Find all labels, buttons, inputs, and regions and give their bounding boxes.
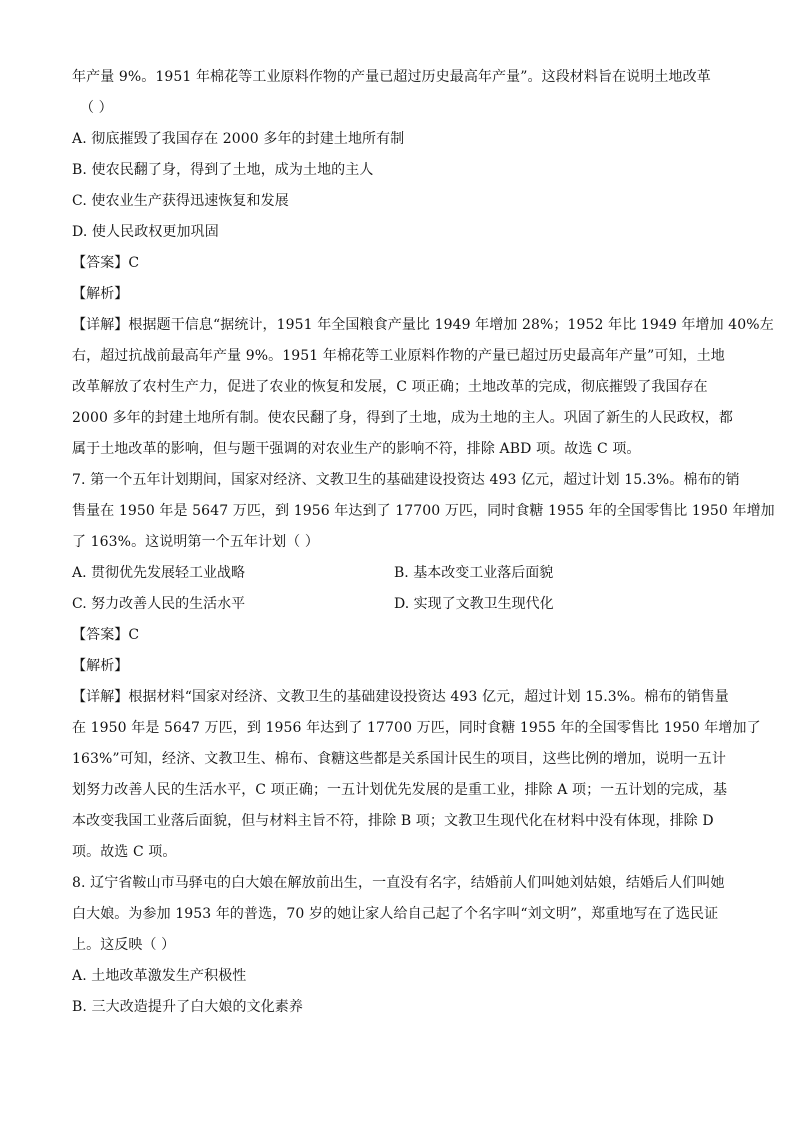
- q6-analysis-line-2: 右，超过抗战前最高年产量 9%。1951 年棉花等工业原料作物的产量已超过历史最高年产量”可知，土地: [72, 348, 725, 364]
- q6-analysis-line-3: 改革解放了农村生产力，促进了农业的恢复和发展，C 项正确；土地改革的完成，彻底摧毁了我国存在: [72, 379, 708, 395]
- q8-option-a: A. 土地改革激发生产积极性: [72, 968, 247, 984]
- q7-option-d: D. 实现了文教卫生现代化: [394, 596, 554, 612]
- q6-analysis-line-1: 【详解】根据题干信息“据统计，1951 年全国粮食产量比 1949 年增加 28%；1952 年比 1949 年增加 40%左: [72, 317, 774, 333]
- q8-option-b: B. 三大改造提升了白大娘的文化素养: [72, 999, 303, 1015]
- q8-stem-line-3: 上。这反映（ ）: [72, 937, 176, 953]
- q7-options-row-1: [72, 558, 724, 589]
- q8-stem-line-1: 8. 辽宁省鞍山市马驿屯的白大娘在解放前出生，一直没有名字，结婚前人们叫她刘姑娘，结婚后人们叫她: [72, 875, 725, 891]
- q7-analysis-line-6: 项。故选 C 项。: [72, 844, 177, 860]
- q6-analysis-line-4: 2000 多年的封建土地所有制。使农民翻了身，得到了土地，成为土地的主人。巩固了新生的人民政权，都: [72, 410, 733, 426]
- q7-stem-line-3: 了 163%。这说明第一个五年计划（ ）: [72, 534, 319, 550]
- q6-option-b: B. 使农民翻了身，得到了土地，成为土地的主人: [72, 162, 374, 178]
- q6-analysis-label: 【解析】: [72, 286, 129, 302]
- q6-stem-line-2: （ ）: [80, 100, 113, 116]
- q7-analysis-label: 【解析】: [72, 658, 129, 674]
- q7-options-row-2: [72, 589, 724, 620]
- q7-stem-line-1: 7. 第一个五年计划期间，国家对经济、文教卫生的基础建设投资达 493 亿元，超过计划 15.3%。棉布的销: [72, 472, 740, 488]
- q7-answer: 【答案】C: [72, 627, 140, 643]
- q7-stem-line-2: 售量在 1950 年是 5647 万匹，到 1956 年达到了 17700 万匹，同时食糖 1955 年的全国零售比 1950 年增加: [72, 503, 775, 519]
- q7-analysis-line-3: 163%”可知，经济、文教卫生、棉布、食糖这些都是关系国计民生的项目，这些比例的增加，说明一五计: [72, 751, 726, 767]
- q6-option-d: D. 使人民政权更加巩固: [72, 224, 219, 240]
- q7-analysis-line-4: 划努力改善人民的生活水平，C 项正确；一五计划优先发展的是重工业，排除 A 项；一五计划的完成，基: [72, 782, 728, 798]
- q7-analysis-line-2: 在 1950 年是 5647 万匹，到 1956 年达到了 17700 万匹，同时食糖 1955 年的全国零售比 1950 年增加了: [72, 720, 761, 736]
- q6-option-a: A. 彻底摧毁了我国存在 2000 多年的封建土地所有制: [72, 131, 405, 147]
- q7-analysis-line-1: 【详解】根据材料“国家对经济、文教卫生的基础建设投资达 493 亿元，超过计划 15.3%。棉布的销售量: [72, 689, 729, 705]
- q7-option-c: C. 努力改善人民的生活水平: [72, 596, 246, 612]
- document-page: [72, 62, 775, 1023]
- q6-option-c: C. 使农业生产获得迅速恢复和发展: [72, 193, 289, 209]
- q6-answer: 【答案】C: [72, 255, 140, 271]
- q7-option-b: B. 基本改变工业落后面貌: [394, 565, 554, 581]
- q7-option-a: A. 贯彻优先发展轻工业战略: [72, 565, 246, 581]
- q6-stem-line-1: 年产量 9%。1951 年棉花等工业原料作物的产量已超过历史最高年产量”。这段材料旨在说明土地改革: [72, 69, 711, 85]
- q6-analysis-line-5: 属于土地改革的影响，但与题干强调的对农业生产的影响不符，排除 ABD 项。故选 C 项。: [72, 441, 641, 457]
- q7-analysis-line-5: 本改变我国工业落后面貌，但与材料主旨不符，排除 B 项；文教卫生现代化在材料中没有体现，排除 D: [72, 813, 714, 829]
- q8-stem-line-2: 白大娘。为参加 1953 年的普选，70 岁的她让家人给自己起了个名字叫“刘文明”，郑重地写在了选民证: [72, 906, 719, 922]
